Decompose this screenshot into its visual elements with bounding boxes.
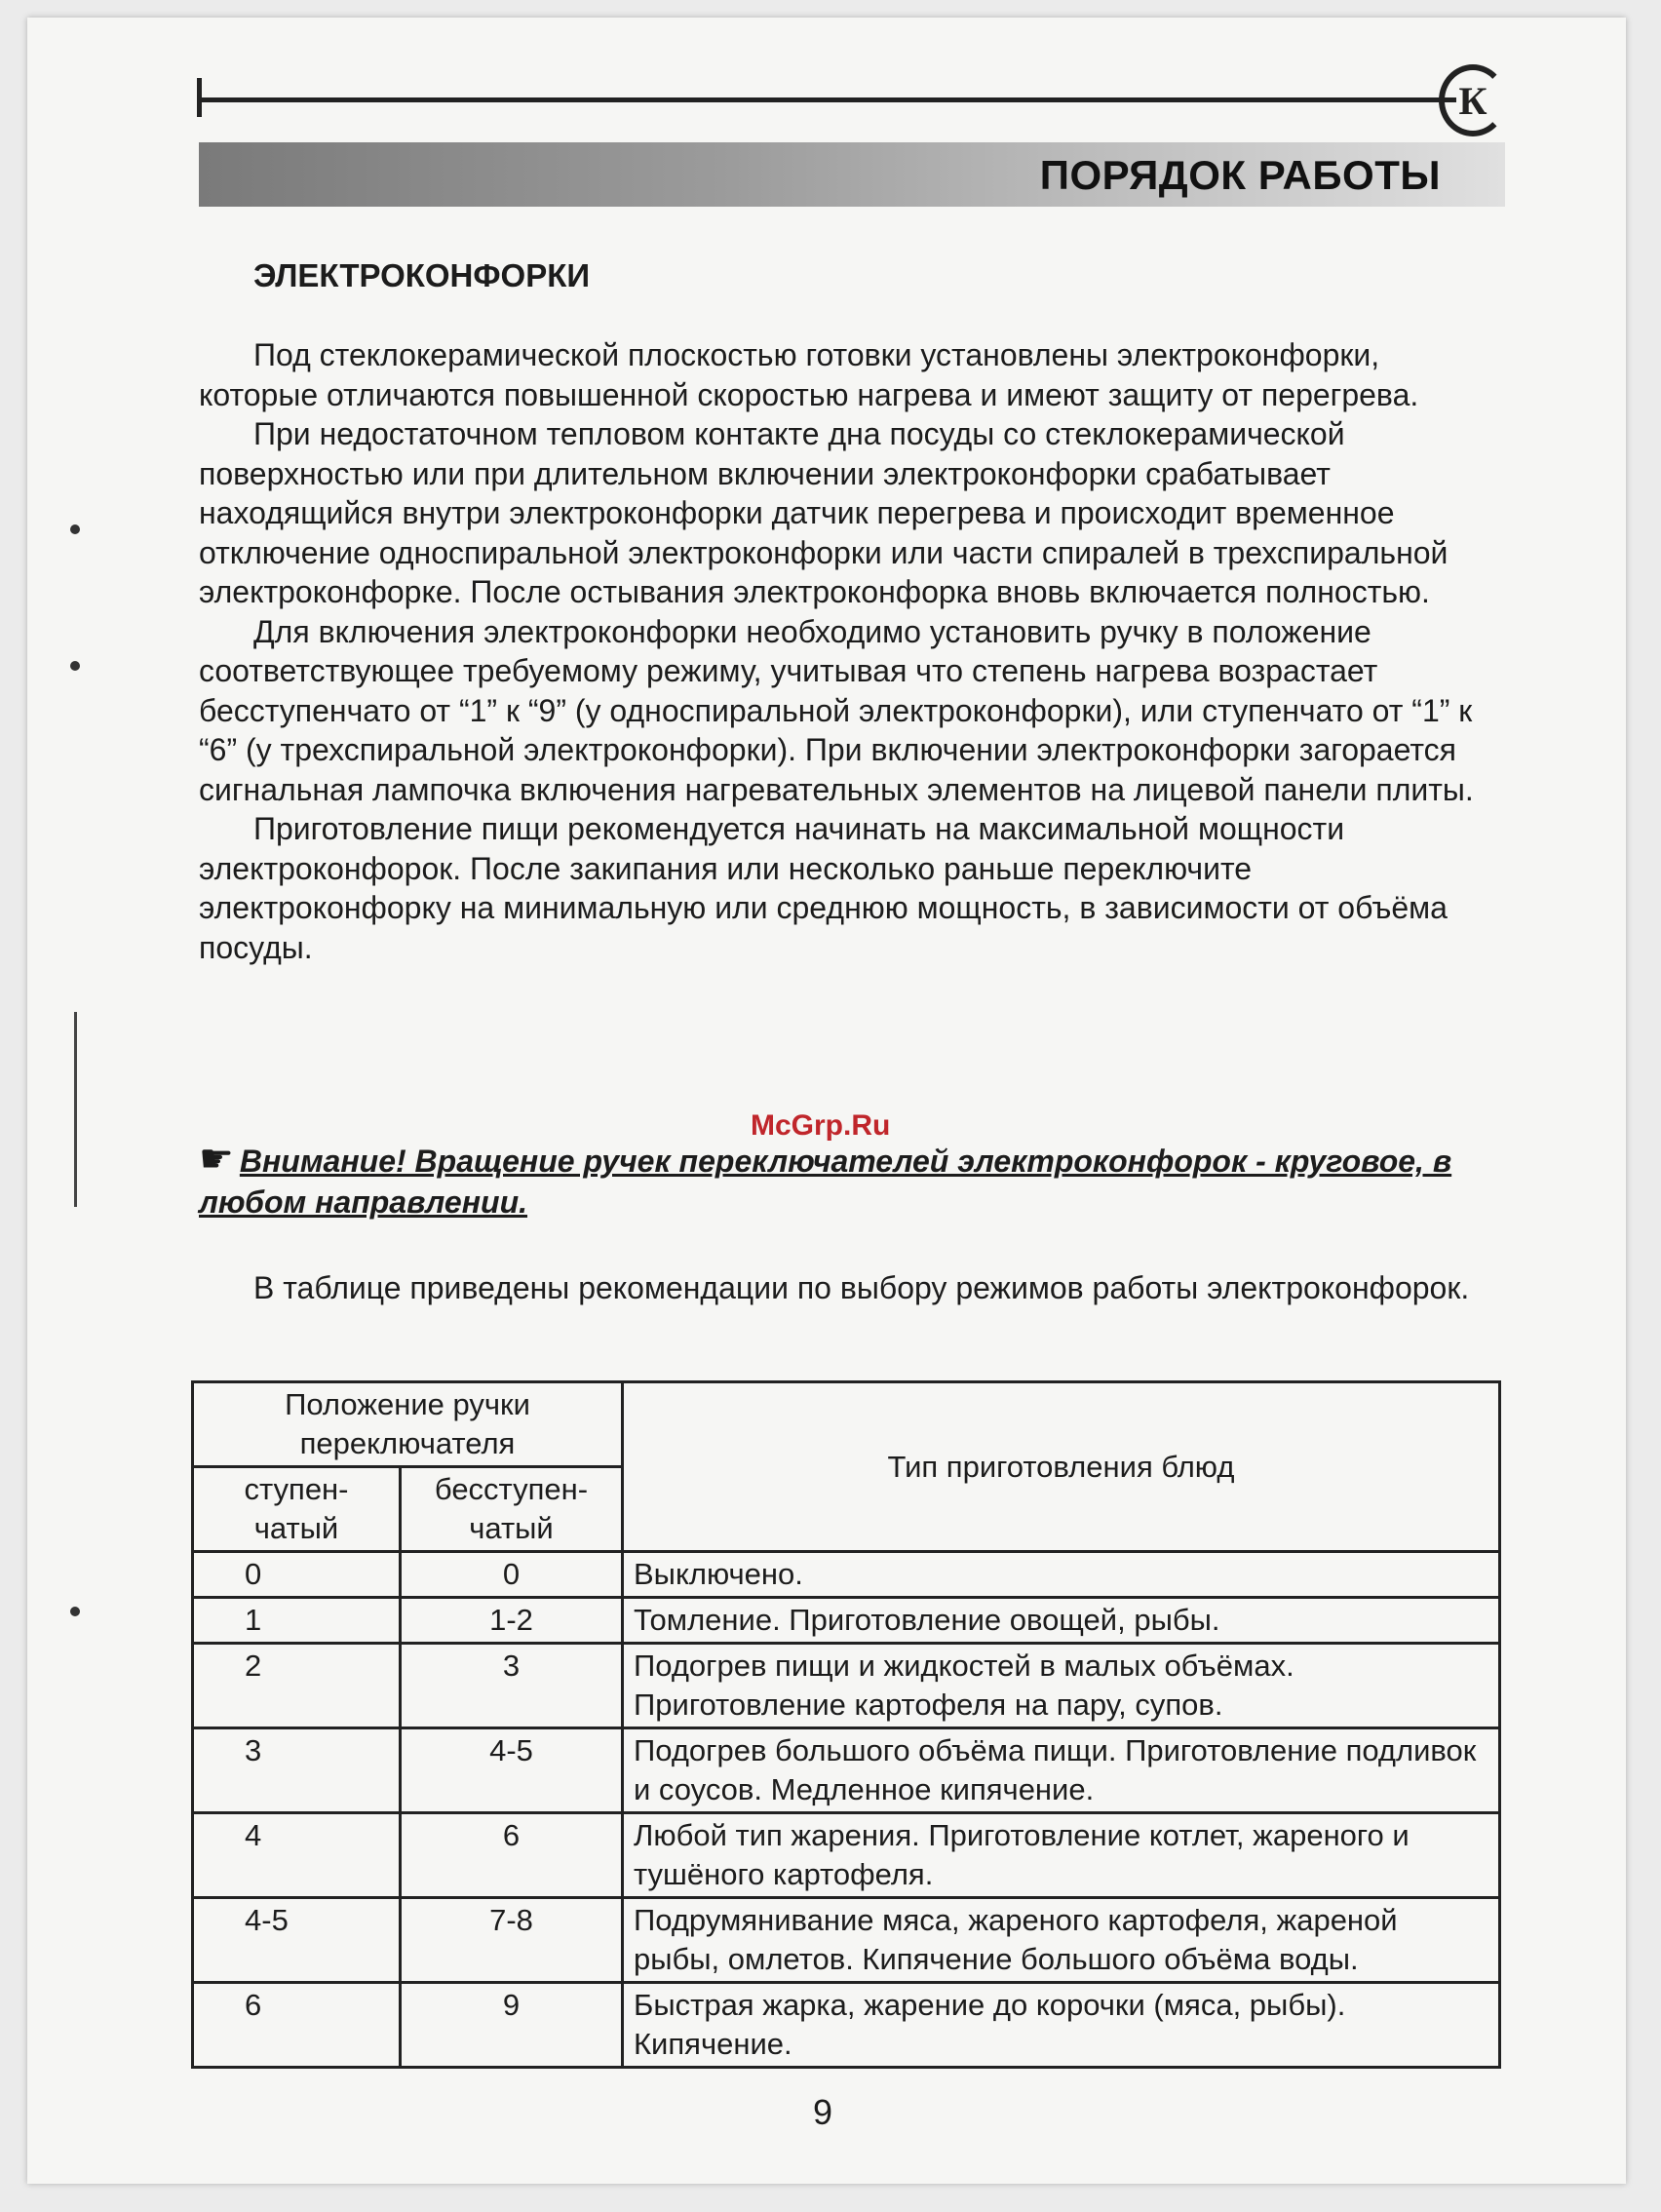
cell-description: Подрумянивание мяса, жареного картофеля, жареной рыбы, омлетов. Кипячение большого объёма воды. (623, 1898, 1500, 1983)
cell-stepless: 4-5 (401, 1728, 623, 1813)
table-row (193, 1598, 1500, 1644)
table-row (193, 1644, 1500, 1728)
cell-stepless: 7-8 (401, 1898, 623, 1983)
table-row (193, 1983, 1500, 2068)
cell-stepped: 0 (193, 1552, 401, 1598)
paragraph: При недостаточном тепловом контакте дна посуды со стеклокерамической поверхностью или при длительном включении электроконфорки срабатывает находящийся внутри электроконфорки датчик перегрева и происходит временное отключение односпиральной электроконфорки или части спиралей в трехспиральной электроконфорке. После остывания электроконфорка вновь включается полностью. (199, 416, 1449, 609)
header-stepless: бесступен-чатый (401, 1467, 623, 1552)
paragraph: Для включения электроконфорки необходимо установить ручку в положение соответствующее требуемому режиму, учитывая что степень нагрева возрастает бесступенчато от “1” к “9” (у односпиральной электроконфорки), или ступенчато от “1” к “6” (у трехспиральной электроконфорки). При включении электроконфорки загорается сигнальная лампочка включения нагревательных элементов на лицевой панели плиты. (199, 613, 1474, 807)
cell-description: Любой тип жарения. Приготовление котлет, жареного и тушёного картофеля. (623, 1813, 1500, 1898)
header-stepped: ступен-чатый (193, 1467, 401, 1552)
document-page (27, 18, 1626, 2184)
watermark: McGrp.Ru (751, 1109, 891, 1142)
cell-description: Выключено. (623, 1552, 1500, 1598)
brand-logo (1439, 64, 1507, 136)
warning-text: Внимание! Вращение ручек переключателей электроконфорок - круговое, в любом направлении. (199, 1144, 1452, 1220)
cell-stepped: 1 (193, 1598, 401, 1644)
cell-stepped: 2 (193, 1644, 401, 1728)
cell-stepless: 1-2 (401, 1598, 623, 1644)
paragraph: Под стеклокерамической плоскостью готовки установлены электроконфорки, которые отличаются повышенной скоростью нагрева и имеют защиту от перегрева. (199, 337, 1419, 412)
modes-table (191, 1380, 1501, 2069)
cell-stepped: 6 (193, 1983, 401, 2068)
header-switch-position: Положение ручки переключателя (193, 1382, 623, 1467)
table-intro: В таблице приведены рекомендации по выбору режимов работы электроконфорок. (253, 1270, 1470, 1305)
pointing-hand-icon: ☛ (199, 1138, 234, 1181)
cell-stepless: 9 (401, 1983, 623, 2068)
paragraph: Приготовление пищи рекомендуется начинать на максимальной мощности электроконфорок. После закипания или несколько раньше переключите электроконфорку на минимальную или среднюю мощность, в зависимости от объёма посуды. (199, 811, 1448, 965)
binding-staple (70, 524, 80, 534)
binding-mark (74, 1012, 77, 1207)
page-title: ПОРЯДОК РАБОТЫ (1039, 152, 1441, 198)
cell-stepless: 3 (401, 1644, 623, 1728)
page-number: 9 (813, 2092, 833, 2132)
table-row (193, 1898, 1500, 1983)
cell-description: Подогрев пищи и жидкостей в малых объёмах. Приготовление картофеля на пару, супов. (623, 1644, 1500, 1728)
binding-staple (70, 1607, 80, 1616)
cell-stepped: 3 (193, 1728, 401, 1813)
cell-description: Подогрев большого объёма пищи. Приготовление подливок и соусов. Медленное кипячение. (623, 1728, 1500, 1813)
binding-staple (70, 661, 80, 671)
cell-stepless: 6 (401, 1813, 623, 1898)
cell-description: Быстрая жарка, жарение до корочки (мяса, рыбы). Кипячение. (623, 1983, 1500, 2068)
table-row (193, 1813, 1500, 1898)
header-cooking-type: Тип приготовления блюд (623, 1382, 1500, 1552)
table-row (193, 1552, 1500, 1598)
logo-letter: К (1458, 78, 1487, 123)
cell-stepped: 4 (193, 1813, 401, 1898)
cell-description: Томление. Приготовление овощей, рыбы. (623, 1598, 1500, 1644)
header-rule (199, 97, 1456, 102)
warning-note (199, 1139, 1486, 1222)
cell-stepped: 4-5 (193, 1898, 401, 1983)
section-title: ЭЛЕКТРОКОНФОРКИ (253, 257, 591, 293)
table-row (193, 1728, 1500, 1813)
body-text (199, 335, 1486, 967)
table-header-row (193, 1382, 1500, 1467)
cell-stepless: 0 (401, 1552, 623, 1598)
